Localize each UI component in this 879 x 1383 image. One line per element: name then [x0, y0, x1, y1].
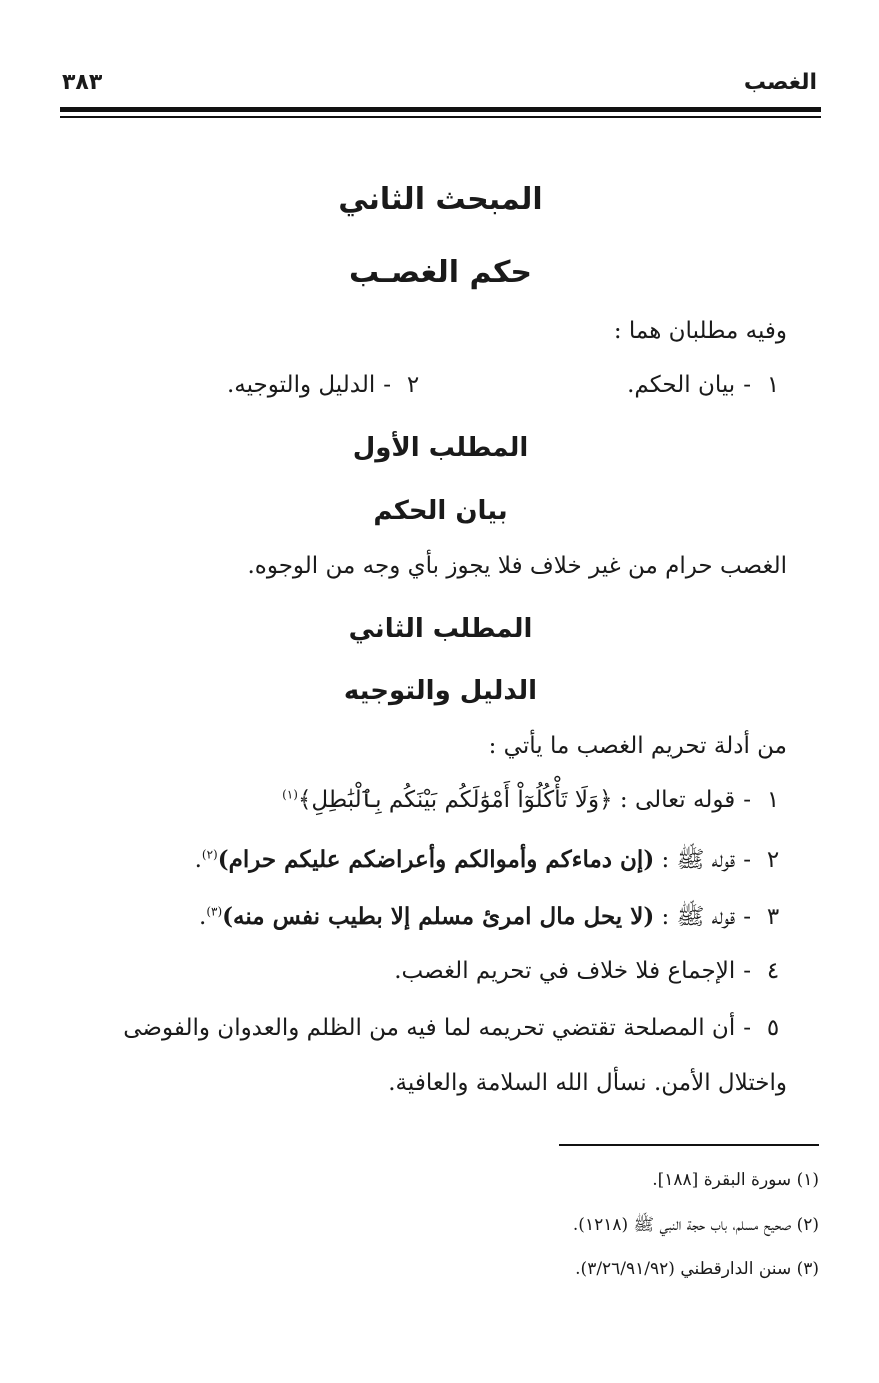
evidence-item-3: ٣-قوله ﷺ : (لا يحل مال امرئ مسلم إلا بطيب نفس منه)$^{(٣)}$.	[199, 903, 780, 930]
page-number: ٣٨٣	[62, 70, 103, 95]
hadith-quote: (لا يحل مال امرئ مسلم إلا بطيب نفس منه)	[222, 903, 655, 930]
evidence-item-1: ١-قوله تعالى : ﴿وَلَا تَأْكُلُوٓاْ أَمْوَٰلَكُم بَيْنَكُم بِٱلْبَٰطِلِ﴾$^{(١)}$	[282, 787, 780, 813]
footnote-rule	[559, 1144, 819, 1146]
hadith-quote: (إن دماءكم وأموالكم وأعراضكم عليكم حرام)	[217, 846, 655, 873]
intro-text: وفيه مطلبان هما :	[613, 318, 787, 344]
evidence-item-2: ٢-قوله ﷺ : (إن دماءكم وأموالكم وأعراضكم عليكم حرام)$^{(٢)}$.	[194, 846, 780, 873]
part1-subtitle: بيان الحكم	[373, 496, 508, 526]
footnote-ref[interactable]: (٣)	[206, 904, 223, 919]
intro-item: ٢-الدليل والتوجيه.	[226, 372, 420, 398]
evidence-item-4: ٤-الإجماع فلا خلاف في تحريم الغصب.	[394, 958, 780, 984]
part2-title: المطلب الثاني	[348, 614, 533, 644]
footnote-ref[interactable]: (٢)	[201, 847, 218, 862]
footnote-2: (٢) صحيح مسلم، باب حجة النبي ﷺ (١٢١٨).	[572, 1215, 819, 1235]
part1-title: المطلب الأول	[352, 433, 529, 463]
evidence-item-5-continuation: واختلال الأمن. نسأل الله السلامة والعافية.	[388, 1070, 787, 1096]
running-title: الغصب	[743, 70, 817, 95]
footnote-ref[interactable]: (١)	[282, 787, 298, 802]
part2-subtitle: الدليل والتوجيه	[343, 676, 538, 706]
section-title: المبحث الثاني	[338, 182, 543, 217]
intro-item: ١-بيان الحكم.	[627, 372, 780, 398]
header-rule-thin	[60, 116, 821, 118]
footnote-3: (٣) سنن الدارقطني (٣/٢٦/٩١/٩٢).	[575, 1259, 819, 1279]
part2-lead: من أدلة تحريم الغصب ما يأتي :	[488, 733, 787, 759]
header-rule	[60, 107, 821, 112]
footnote-1: (١) سورة البقرة [١٨٨].	[652, 1170, 819, 1190]
part1-body: الغصب حرام من غير خلاف فلا يجوز بأي وجه من الوجوه.	[247, 553, 787, 579]
section-subtitle: حكم الغصـب	[348, 255, 533, 290]
evidence-item-5: ٥-أن المصلحة تقتضي تحريمه لما فيه من الظلم والعدوان والفوضى	[123, 1015, 780, 1041]
quran-quote: ﴿وَلَا تَأْكُلُوٓاْ أَمْوَٰلَكُم بَيْنَكُم بِٱلْبَٰطِلِ﴾	[297, 787, 613, 813]
